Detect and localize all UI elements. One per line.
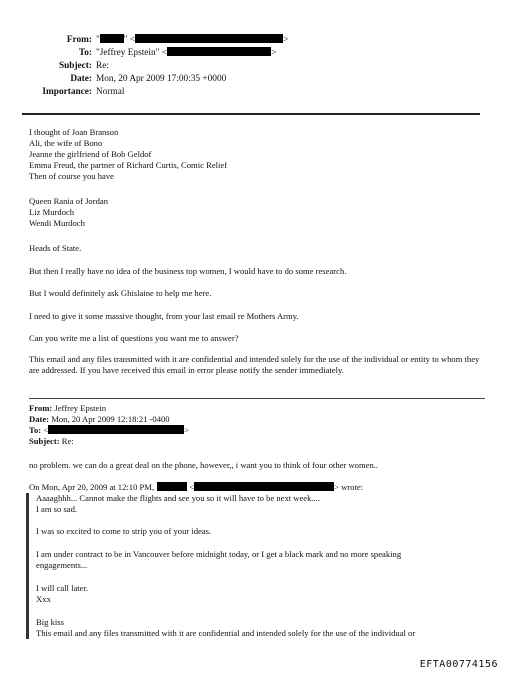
disclaimer: This email and any files transmitted with it are confidential and intended solely for the use of the individual or entity to whom they are addressed. If you have received this email in error please notify the sender immediately. [29, 354, 480, 375]
body-line: Liz Murdoch [29, 207, 75, 217]
redaction-bar [135, 34, 283, 43]
reply-date-value: Mon, 20 Apr 2009 12:18:21 -0400 [51, 414, 170, 424]
importance-value: Normal [96, 87, 125, 97]
redaction-bar [194, 482, 334, 491]
body-line: Then of course you have [29, 171, 114, 181]
reply-subject-label: Subject: [29, 436, 60, 446]
body-paragraph: But I would definitely ask Ghislaine to help me here. [29, 288, 212, 298]
body-line: Emma Freud, the partner of Richard Curtis, Comic Relief [29, 160, 228, 170]
to-value: "Jeffrey Epstein" < > [96, 48, 277, 58]
quoted-line: This email and any files transmitted with it are confidential and intended solely for the use of the individual or [36, 628, 416, 638]
date-label: Date: [70, 74, 92, 84]
header-divider [22, 113, 480, 115]
quoted-line: Xxx [36, 594, 51, 604]
body-line: Queen Rania of Jordan [29, 196, 108, 206]
reply-header: From: Jeffrey Epstein Date: Mon, 20 Apr 2009 12:18:21 -0400 To: < > Subject: Re: [29, 403, 189, 446]
from-value: " " < > [96, 35, 289, 45]
bates-number: EFTA00774156 [419, 659, 498, 670]
to-label: To: [78, 48, 92, 58]
from-label: From: [66, 35, 92, 45]
reply-from-label: From: [29, 403, 53, 413]
quoted-line: I am under contract to be in Vancouver before midnight today, or I get a black mark and no more speaking [36, 549, 402, 559]
reply-date-label: Date: [29, 414, 50, 424]
date-value: Mon, 20 Apr 2009 17:00:35 +0000 [96, 74, 227, 84]
body-paragraph: Can you write me a list of questions you want me to answer? [29, 333, 239, 343]
importance-label: Importance: [42, 87, 92, 97]
body-paragraph: I need to give it some massive thought, from your last email re Mothers Army. [29, 311, 299, 321]
quoted-line: Aaaaghhh... Cannot make the flights and see you so it will have to be next week.... [36, 493, 321, 503]
redaction-bar [167, 47, 271, 56]
quoted-line: Big kiss [36, 617, 64, 627]
quote-attribution: On Mon, Apr 20, 2009 at 12:10 PM, < > wrote: [29, 482, 364, 492]
reply-message: no problem. we can do a great deal on the phone, however,, i want you to think of four other women.. [29, 460, 379, 470]
body-list-1 [29, 127, 489, 182]
reply-divider [29, 398, 485, 399]
quoted-line: I will call later. [36, 583, 89, 593]
redaction-bar [48, 425, 184, 434]
redaction-bar [157, 482, 187, 491]
quoted-line: I was so excited to come to strip you of your ideas. [36, 526, 212, 536]
reply-to-label: To: [29, 425, 42, 435]
subject-value: Re: [96, 61, 109, 71]
body-line: I thought of Joan Branson [29, 127, 119, 137]
body-paragraph: Heads of State. [29, 243, 82, 253]
body-line: Ali, the wife of Bono [29, 138, 103, 148]
body-paragraph: But then I really have no idea of the business top women, I would have to do some research. [29, 266, 347, 276]
body-line: Jeanne the girlfriend of Bob Geldof [29, 149, 152, 159]
quoted-line: I am so sad. [36, 504, 78, 514]
body-line: Wendi Murdoch [29, 218, 85, 228]
redaction-bar [100, 34, 124, 43]
subject-label: Subject: [58, 61, 92, 71]
quoted-line: engagements... [36, 560, 88, 570]
body-list-2 [29, 196, 489, 229]
reply-subject-value: Re: [61, 436, 74, 446]
quote-bar [26, 493, 29, 639]
reply-from-value: Jeffrey Epstein [54, 403, 107, 413]
